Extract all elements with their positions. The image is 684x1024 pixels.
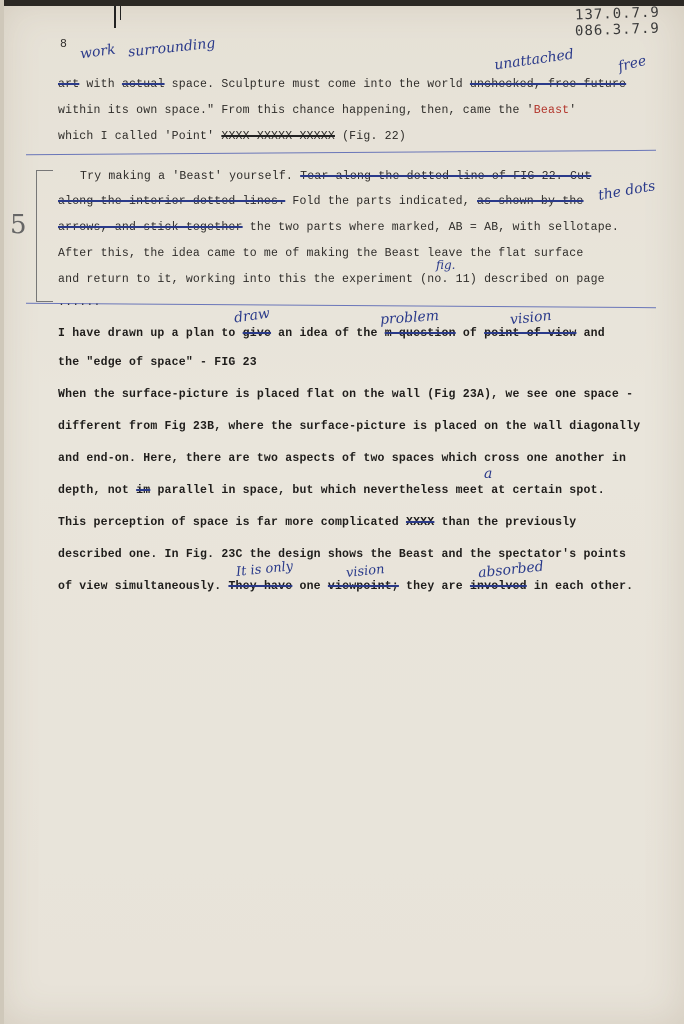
margin-pencil-5: 5 (10, 210, 27, 240)
text-line-14: and end-on. Here, there are two aspects of two spaces which cross one another in (58, 452, 627, 465)
text-line-2: within its own space." From this chance happening, then, came the 'Beast' (58, 104, 577, 117)
text-line-7: After this, the idea came to me of making the Beast leave the flat surface (58, 247, 584, 260)
text-line-1: art with actual space. Sculpture must come into the world unchecked, free future (58, 78, 627, 91)
reference-code-1: 137.0.7.9 (574, 4, 661, 24)
handwritten-vision: vision (509, 307, 553, 329)
text-line-10: I have drawn up a plan to give an idea of the m question of point of view and (58, 327, 605, 340)
handwritten-fig: fig. (436, 258, 456, 272)
handwritten-unattached: unattached (493, 46, 575, 74)
handwritten-free: free (616, 52, 648, 76)
text-line-12: When the surface-picture is placed flat on the wall (Fig 23A), we see one space - (58, 388, 634, 401)
margin-bracket (36, 170, 53, 302)
section-divider-top (26, 150, 656, 155)
handwritten-a: a (484, 466, 493, 482)
text-line-5: along the interior dotted lines. Fold the parts indicated, as shown by the (58, 195, 584, 208)
margin-tick-mark (114, 6, 116, 28)
handwritten-it-is-only: It is only (235, 559, 294, 580)
text-line-3: which I called 'Point' XXXX XXXXX XXXXX (Fig. 22) (58, 130, 406, 143)
handwritten-absorbed: absorbed (477, 558, 545, 582)
text-line-11: the "edge of space" - FIG 23 (58, 356, 257, 369)
handwritten-draw: draw (233, 305, 271, 327)
handwritten-work: work (79, 41, 117, 63)
margin-tick-mark-2 (120, 6, 121, 20)
text-line-17: described one. In Fig. 23C the design shows the Beast and the spectator's points (58, 548, 627, 561)
handwritten-the-dots: the dots (597, 178, 657, 204)
text-line-13: different from Fig 23B, where the surface-picture is placed on the wall diagonally (58, 420, 641, 433)
text-line-16: This perception of space is far more complicated XXXX than the previously (58, 516, 577, 529)
struck-text: art (58, 78, 80, 91)
text-line-18: of view simultaneously. They have one viewpoint; they are involved in each other. (58, 580, 634, 593)
page-left-edge (0, 0, 4, 1024)
page-number: 8 (60, 38, 68, 51)
text-line-15: depth, not im parallel in space, but which nevertheless meet at certain spot. (58, 484, 605, 497)
section-divider-bottom (26, 303, 656, 308)
handwritten-problem: problem (379, 307, 440, 329)
page-edge-shadow (0, 0, 684, 6)
text-line-8: and return to it, working into this the experiment (no. 11) described on page (58, 273, 605, 286)
text-line-4: Try making a 'Beast' yourself. Tear along the dotted line of FIG 22. Cut (80, 170, 592, 183)
handwritten-vision-2: vision (345, 562, 386, 581)
handwritten-surrounding: surrounding (127, 35, 217, 61)
reference-code-2: 086.3.7.9 (574, 20, 661, 40)
text-line-6: arrows, and stick together the two parts where marked, AB = AB, with sellotape. (58, 221, 620, 234)
